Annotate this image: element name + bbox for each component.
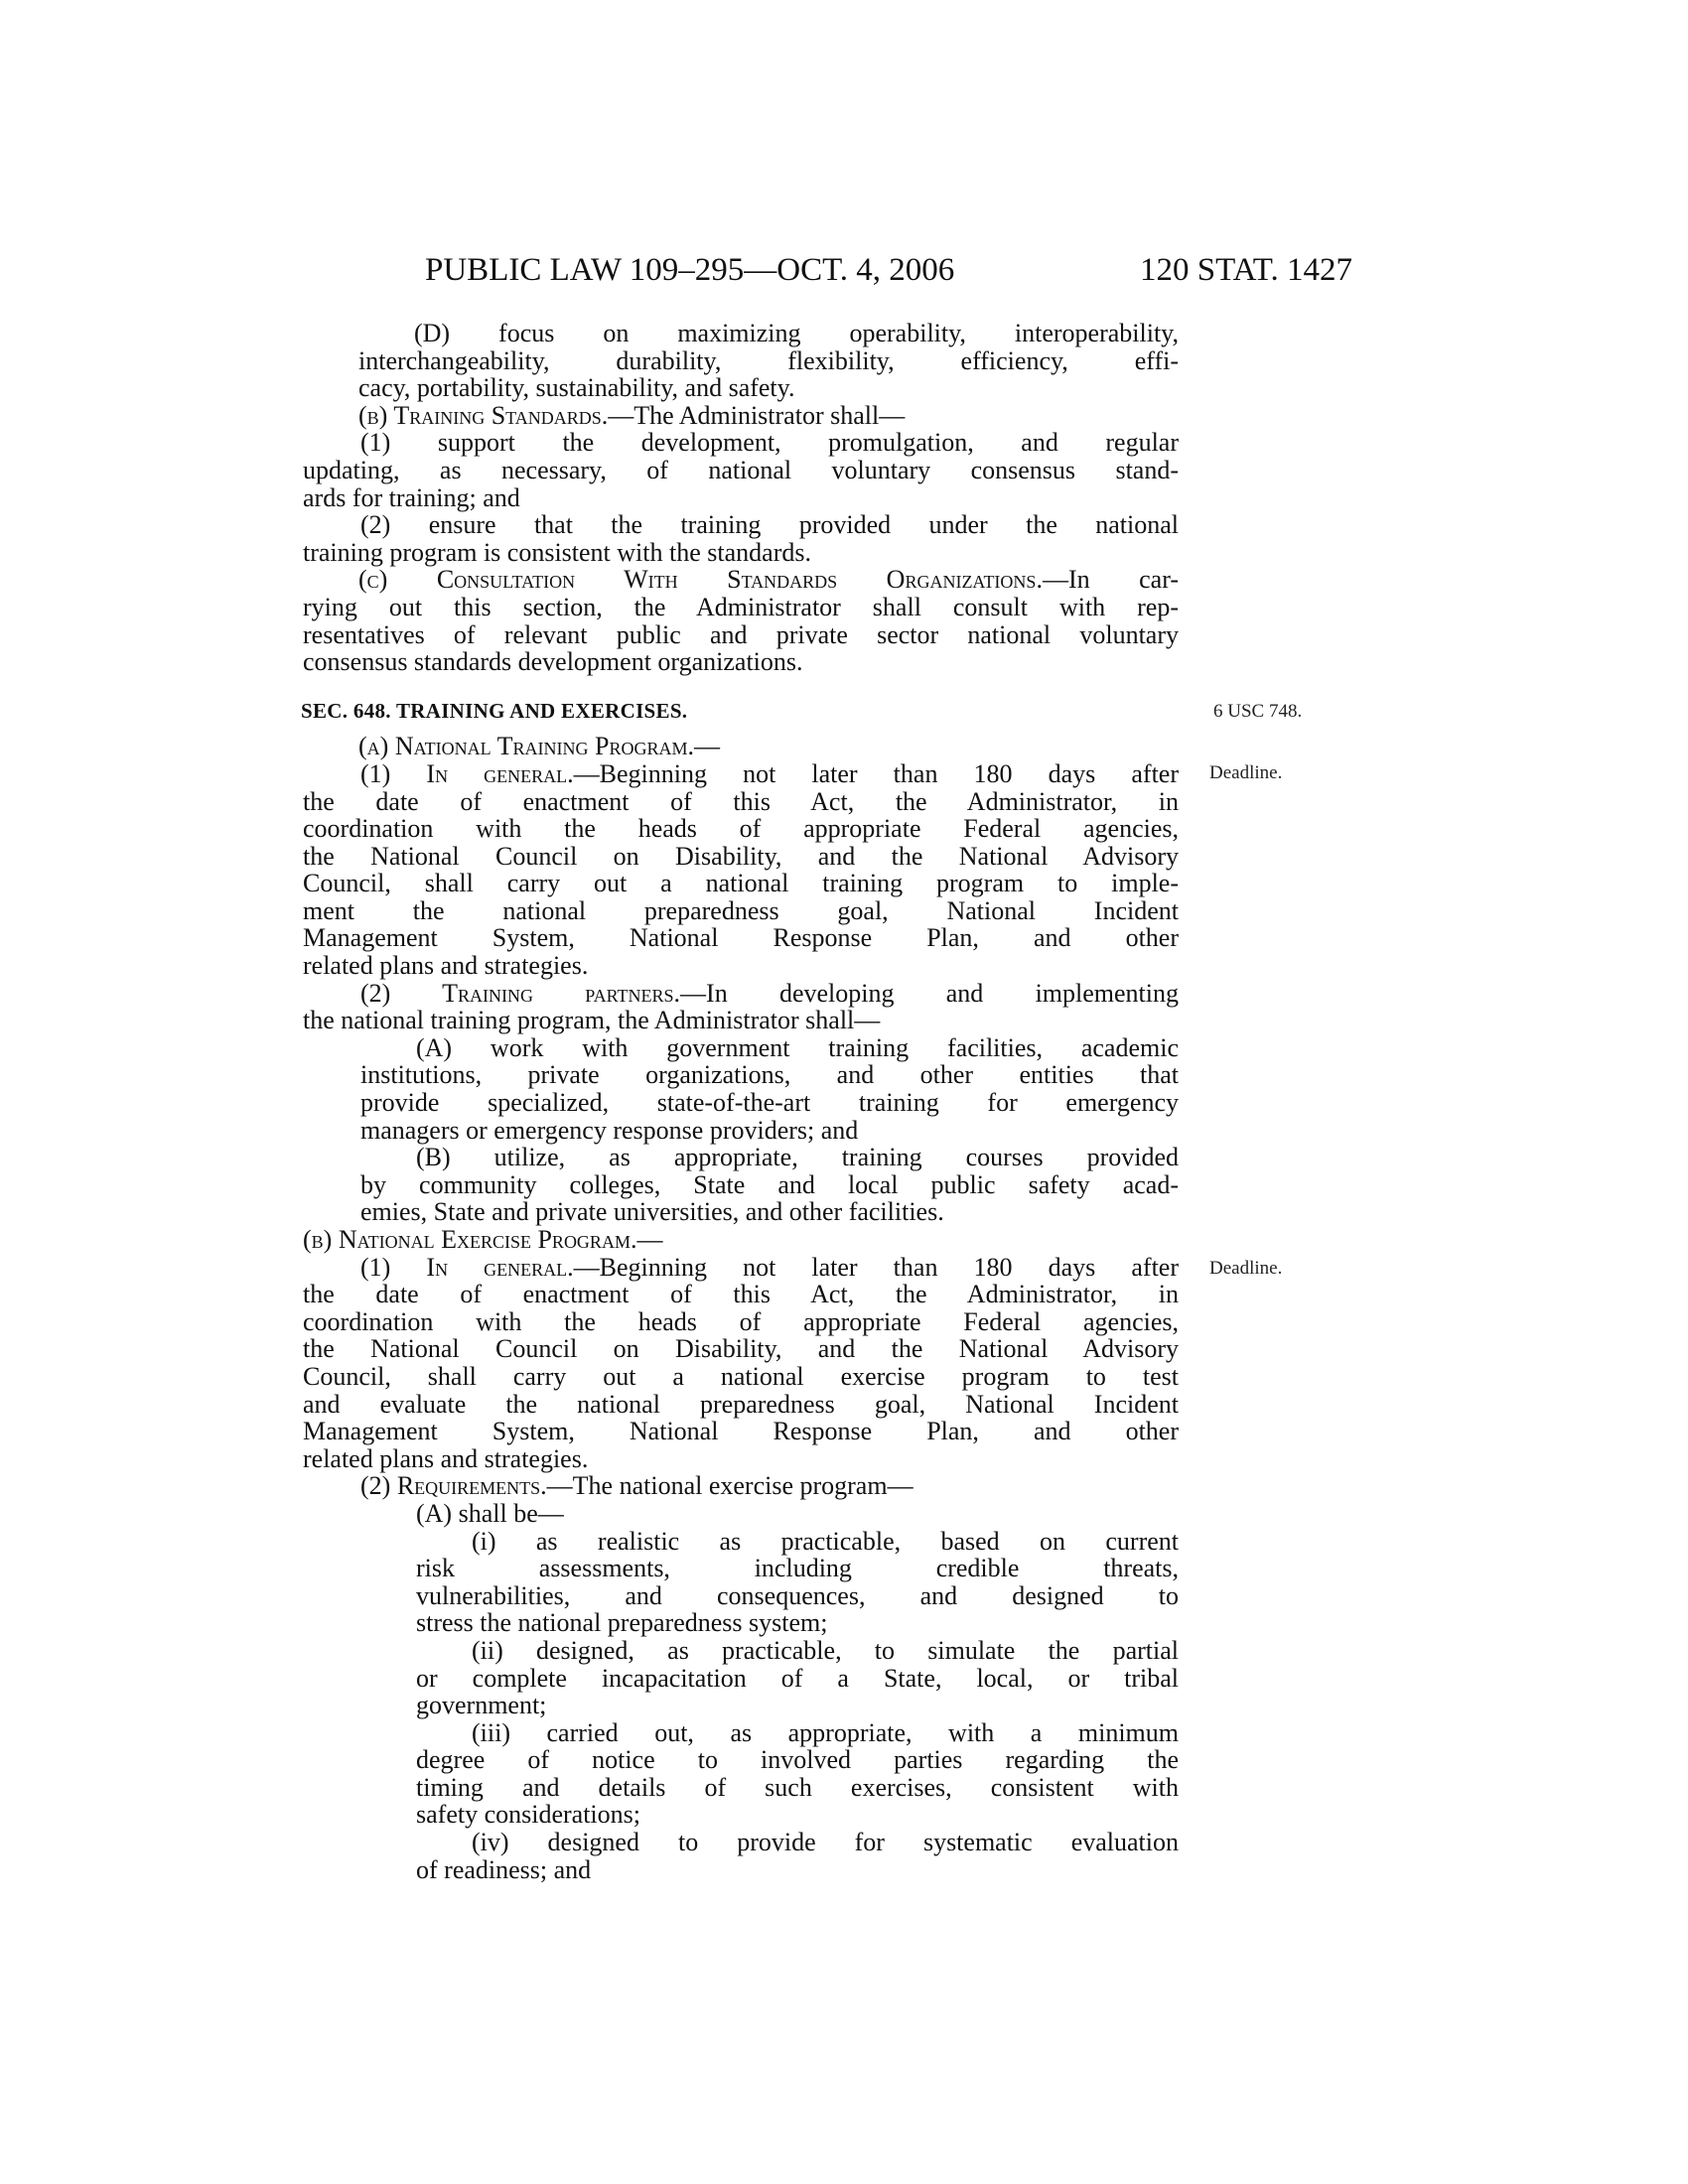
text-line: training program is consistent with the standards. <box>303 537 811 567</box>
paragraph-b2 <box>303 511 1179 566</box>
text-line: and evaluate the national preparedness goal, National Incident <box>303 1389 1179 1419</box>
subparagraph-a2A <box>303 1034 1179 1144</box>
text-line: (iii) carried out, as appropriate, with a minimum <box>472 1717 1179 1747</box>
text-line: of readiness; and <box>416 1854 592 1884</box>
text-line: coordination with the heads of appropriate Federal agencies, <box>303 814 1179 844</box>
text-line <box>360 980 1179 1008</box>
text-line: resentatives of relevant public and private sector national voluntary <box>303 619 1179 649</box>
paragraph-D <box>303 320 1179 402</box>
text-line: the National Council on Disability, and the National Advisory <box>303 841 1179 871</box>
text-line: Council, shall carry out a national exercise program to test <box>303 1361 1179 1391</box>
text-line: related plans and strategies. <box>303 1443 589 1473</box>
margin-note-usc: 6 USC 748. <box>1213 701 1303 722</box>
margin-note-deadline: Deadline. <box>1209 762 1283 783</box>
running-head-stat-page: 120 STAT. 1427 <box>1140 252 1353 288</box>
text-line: (D) focus on maximizing operability, interoperability, <box>414 319 1179 347</box>
subparagraph-bb2A <box>303 1500 1179 1528</box>
text-run: —The national exercise program— <box>546 1471 914 1501</box>
paragraph-heading: (2) Requirements. <box>360 1471 547 1501</box>
text-run: —Beginning not later than 180 days after <box>573 1252 1179 1282</box>
text-line: rying out this section, the Administrator shall consult with rep- <box>303 592 1179 621</box>
clause-iii <box>303 1719 1179 1829</box>
text-line: Management System, National Response Plan, and other <box>303 923 1179 953</box>
text-line: related plans and strategies. <box>303 951 589 981</box>
text-run: —In developing and implementing <box>680 978 1179 1008</box>
text-line: timing and details of such exercises, consistent with <box>416 1772 1179 1802</box>
subparagraph-a2B <box>303 1144 1179 1226</box>
text-run: —The Administrator shall— <box>608 400 906 430</box>
subsection-heading: (b) National Exercise Program.— <box>303 1225 663 1254</box>
text-line: by community colleges, State and local public safety acad- <box>360 1169 1179 1199</box>
text-line: provide specialized, state-of-the-art training for emergency <box>360 1088 1179 1118</box>
text-line: (ii) designed, as practicable, to simulate the partial <box>472 1635 1179 1665</box>
paragraph-a2 <box>303 980 1179 1034</box>
subsection-c <box>303 566 1179 675</box>
text-line: vulnerabilities, and consequences, and designed to <box>416 1580 1179 1610</box>
text-line: safety considerations; <box>416 1800 640 1830</box>
margin-note-deadline: Deadline. <box>1209 1258 1283 1279</box>
text-line: government; <box>416 1691 547 1720</box>
clause-iv <box>303 1829 1179 1883</box>
text-line: the National Council on Disability, and the National Advisory <box>303 1334 1179 1364</box>
text-line: interchangeability, durability, flexibility, efficiency, effi- <box>358 345 1179 375</box>
text-line: degree of notice to involved parties regarding the <box>416 1745 1179 1775</box>
paragraph-a1 <box>303 760 1179 980</box>
text-line: updating, as necessary, of national voluntary consensus stand- <box>303 455 1179 484</box>
text-line: (A) work with government training facilities, academic <box>416 1032 1179 1062</box>
text-line <box>360 1254 1179 1282</box>
text-line: Management System, National Response Plan, and other <box>303 1417 1179 1446</box>
text-line: managers or emergency response providers; and <box>360 1115 859 1145</box>
text-line: emies, State and private universities, and other facilities. <box>360 1197 944 1227</box>
text-line <box>358 566 1179 594</box>
text-run: —In car- <box>1042 565 1179 595</box>
running-head-title: PUBLIC LAW 109–295—OCT. 4, 2006 <box>425 252 955 288</box>
text-line: (B) utilize, as appropriate, training courses provided <box>416 1143 1179 1172</box>
paragraph-bb2 <box>303 1472 1179 1500</box>
subsection-heading: (a) National Training Program.— <box>358 732 720 761</box>
text-run: —Beginning not later than 180 days after <box>573 758 1179 788</box>
paragraph-heading: (1) In general. <box>360 1252 574 1282</box>
text-line: Council, shall carry out a national training program to imple- <box>303 869 1179 898</box>
clause-i <box>303 1528 1179 1637</box>
statute-body <box>303 320 1179 1883</box>
paragraph-b1 <box>303 429 1179 511</box>
text-line: cacy, portability, sustainability, and safety. <box>358 373 795 403</box>
paragraph-heading: (1) In general. <box>360 758 574 788</box>
text-line: or complete incapacitation of a State, local, or tribal <box>416 1663 1179 1693</box>
text-line: consensus standards development organizations. <box>303 647 803 677</box>
text-line: stress the national preparedness system; <box>416 1608 828 1638</box>
section-heading: SEC. 648. TRAINING AND EXERCISES. <box>301 698 688 723</box>
text-line: coordination with the heads of appropriate Federal agencies, <box>303 1306 1179 1336</box>
paragraph-bb1 <box>303 1254 1179 1473</box>
subsection-a-heading <box>303 733 1179 760</box>
text-line: the date of enactment of this Act, the Administrator, in <box>303 1280 1179 1309</box>
subsection-heading: (b) Training Standards. <box>358 400 609 430</box>
subsection-b <box>303 402 1179 430</box>
text-line: (A) shall be— <box>416 1498 564 1528</box>
text-line <box>360 1472 1179 1500</box>
subsection-heading: (c) Consultation With Standards Organizations. <box>358 565 1043 595</box>
text-line <box>360 760 1179 788</box>
text-line: the date of enactment of this Act, the Administrator, in <box>303 786 1179 816</box>
subsection-b-heading <box>303 1226 1179 1254</box>
text-line: ards for training; and <box>303 482 520 512</box>
text-line: (2) ensure that the training provided under the national <box>360 510 1179 540</box>
text-line: the national training program, the Administrator shall— <box>303 1006 881 1035</box>
paragraph-heading: (2) Training partners. <box>360 978 681 1008</box>
text-line <box>358 402 1179 430</box>
text-line: ment the national preparedness goal, National Incident <box>303 895 1179 925</box>
text-line: risk assessments, including credible threats, <box>416 1554 1179 1583</box>
text-line: (i) as realistic as practicable, based on current <box>472 1526 1179 1556</box>
text-line: institutions, private organizations, and other entities that <box>360 1060 1179 1090</box>
text-line: (1) support the development, promulgation, and regular <box>360 428 1179 458</box>
clause-ii <box>303 1637 1179 1719</box>
text-line: (iv) designed to provide for systematic evaluation <box>472 1828 1179 1857</box>
